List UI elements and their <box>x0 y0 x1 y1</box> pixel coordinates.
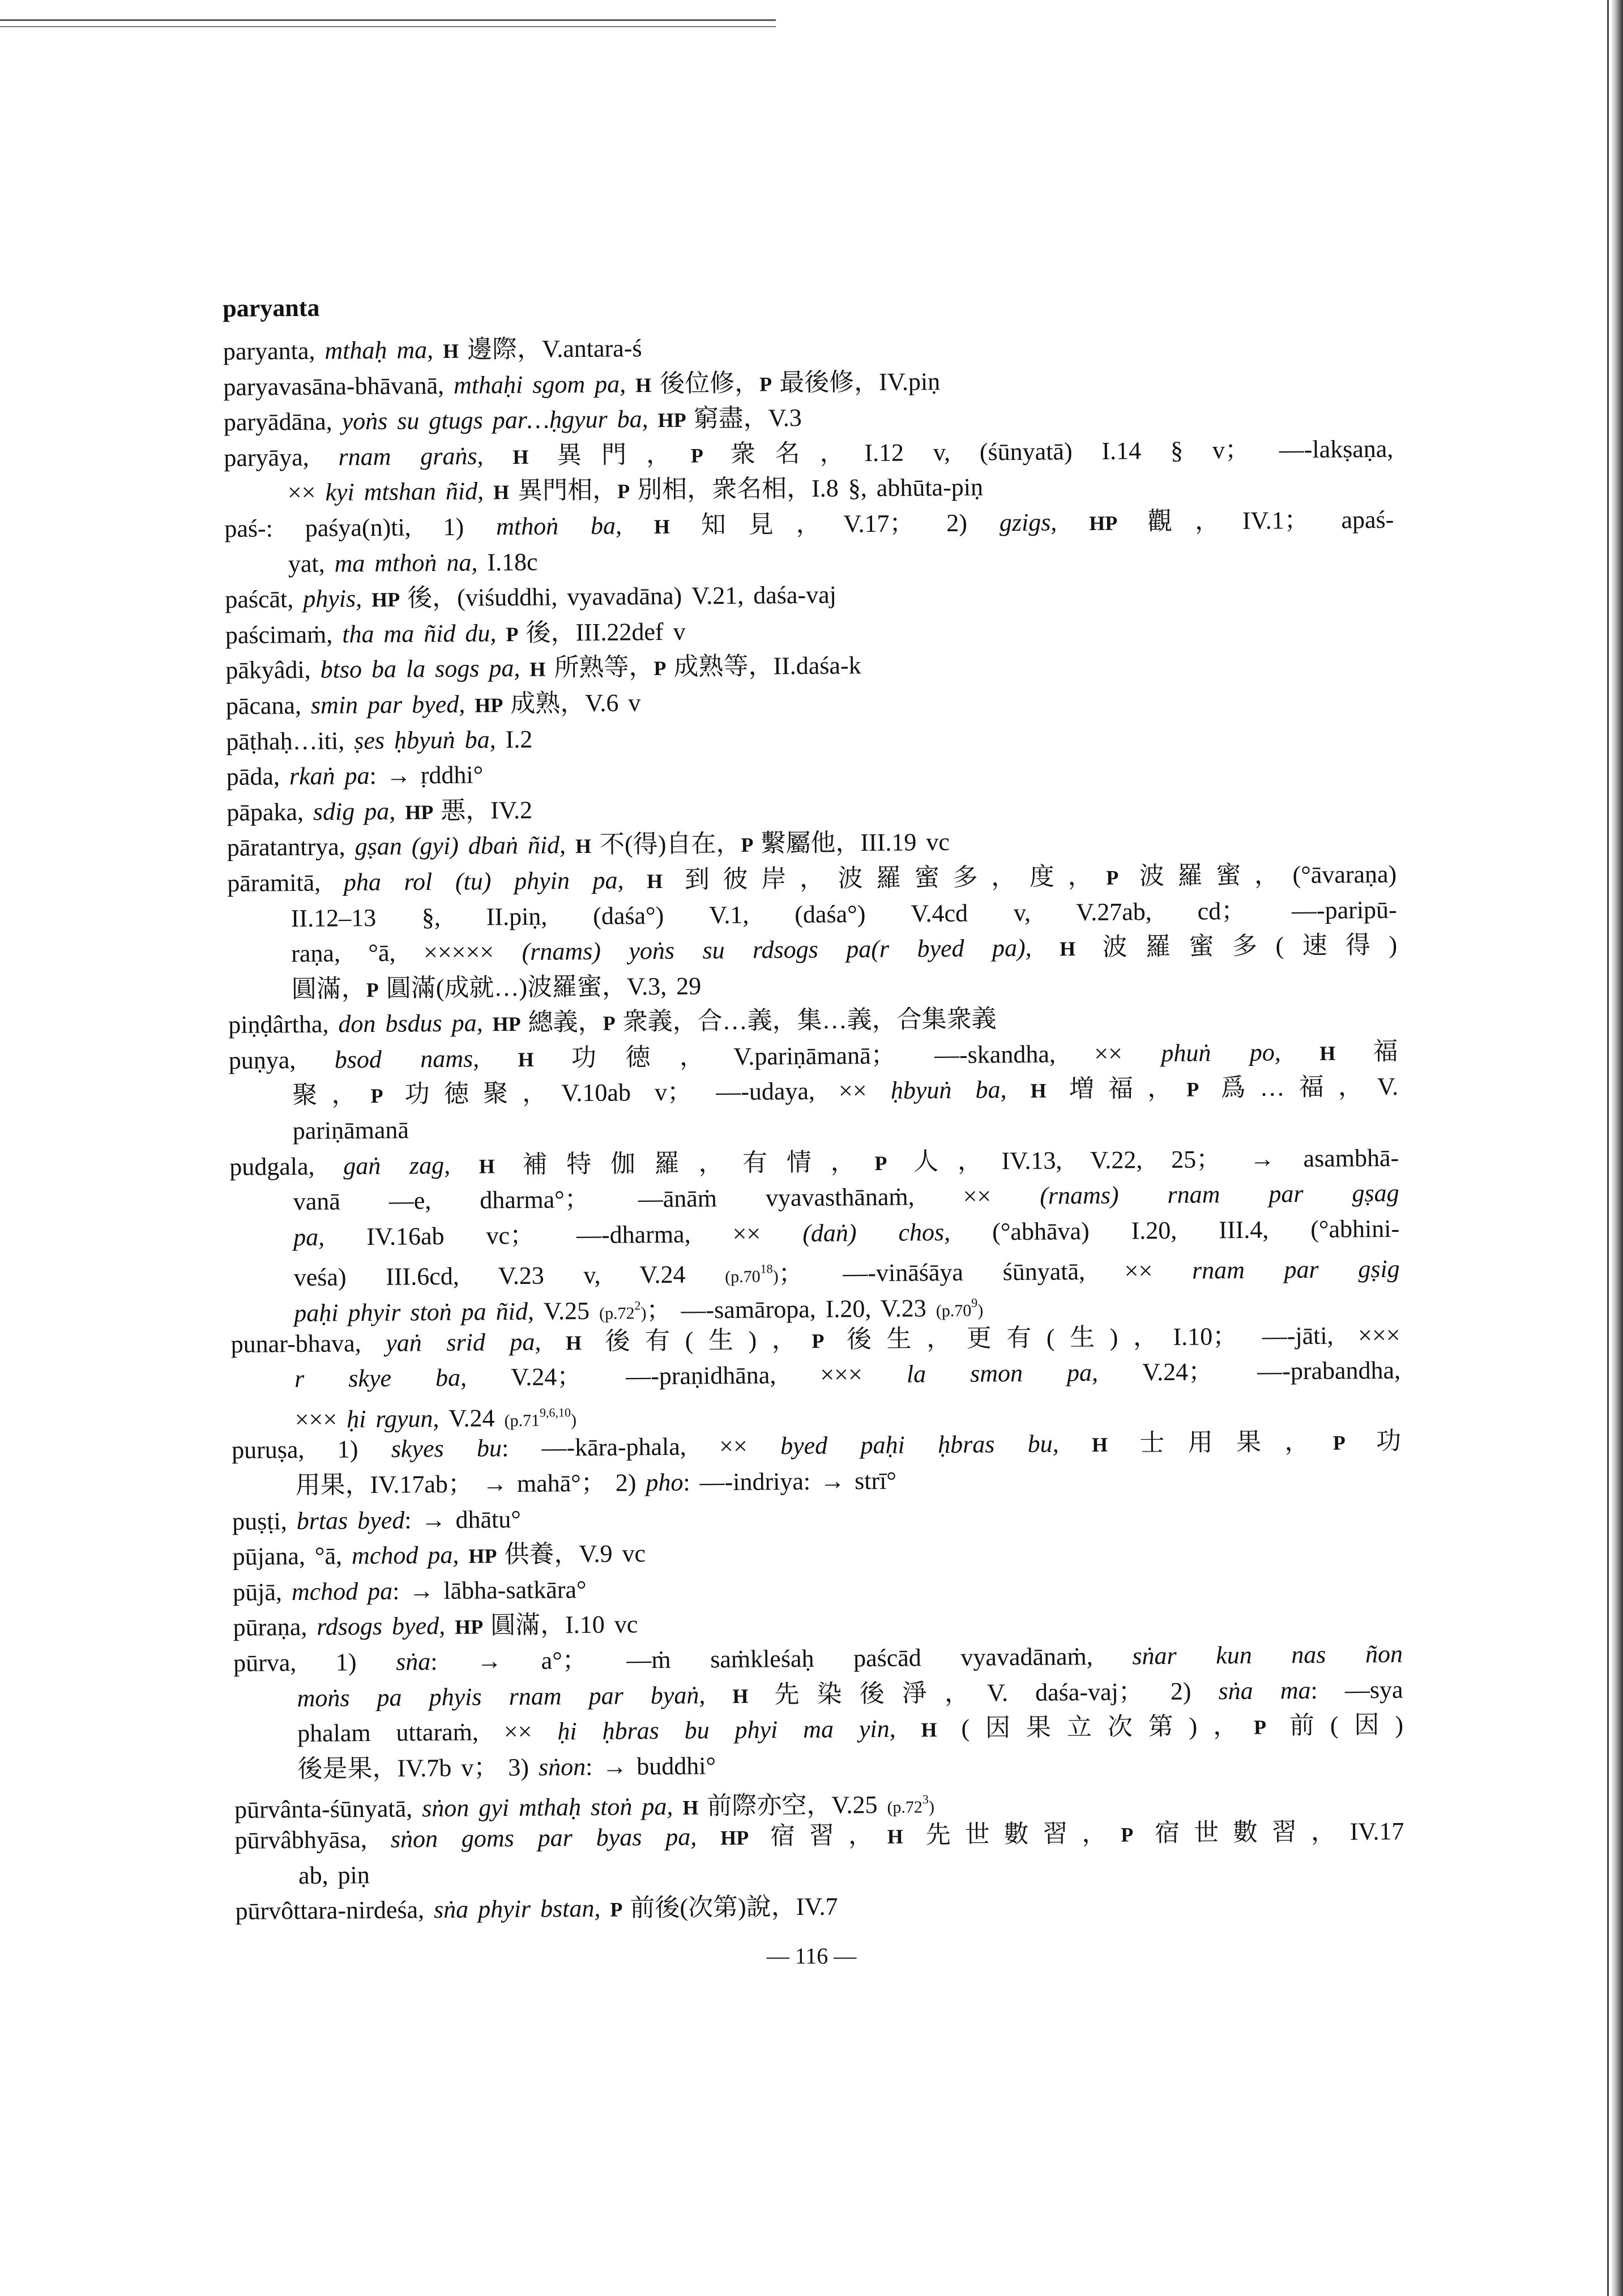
tibetan-text: rkaṅ pa <box>289 762 370 791</box>
entry-text: 悪，IV.2 <box>441 796 533 825</box>
tibetan-text: sṅon gyi mthaḥ stoṅ pa, <box>421 1793 683 1823</box>
page-ref: ) <box>772 1267 779 1286</box>
source-label: H <box>443 339 468 362</box>
tibetan-text: ṣes ḥbyuṅ ba, <box>354 725 506 754</box>
entry-text: 功徳，V.pariṇāmanā； —-skandha, ×× <box>571 1039 1161 1072</box>
tibetan-text: yoṅs su gtugs par…ḥgyur ba, <box>341 405 658 436</box>
entry-text: paryanta, <box>223 336 325 365</box>
entry-text: puṣṭi, <box>232 1507 297 1535</box>
source-label: H <box>647 869 685 893</box>
tibetan-text: (rnams) yoṅs su rdsogs pa(r byed pa), <box>522 933 1060 966</box>
entry-text: 宿習， <box>770 1821 888 1850</box>
source-label: HP <box>657 408 694 432</box>
entry-text: 前後(次第)說，IV.7 <box>630 1892 838 1922</box>
entry-text: 爲…福，V. <box>1220 1073 1399 1102</box>
tibetan-text: mthoṅ ba, <box>496 511 655 541</box>
tibetan-text: yaṅ srid pa, <box>386 1327 566 1357</box>
page-ref: (p.72 <box>599 1304 635 1323</box>
tibetan-text: ḥbyuṅ ba, <box>890 1076 1031 1105</box>
page-number: — 116 — <box>766 1943 857 1969</box>
entry-text: 先染後淨，V. daśa-vaj； 2) <box>774 1676 1219 1708</box>
tibetan-text: sṅon goms par byas pa, <box>390 1823 721 1853</box>
entry-text: 福 <box>1373 1037 1398 1065</box>
entry-text: 増福， <box>1069 1074 1187 1103</box>
source-label: H <box>512 445 557 468</box>
entry-text: paryavasāna-bhāvanā, <box>223 371 454 401</box>
entry-text: ； —-samāropa, I.20, V.23 <box>646 1294 936 1325</box>
tibetan-text: bsod nams, <box>334 1044 518 1074</box>
source-label: P <box>1332 1431 1377 1455</box>
tibetan-text: mthaḥi sgom pa, <box>453 369 636 399</box>
source-label: P <box>506 622 526 646</box>
entry-text: phalam uttaraṁ, ×× <box>297 1717 558 1748</box>
tibetan-text: (daṅ) chos, <box>802 1218 993 1247</box>
entry-text: ab, piṇ <box>298 1860 370 1889</box>
tibetan-text: pa, <box>293 1222 367 1251</box>
entry-text: pāṭhaḥ…iti, <box>226 726 355 756</box>
entry-text: : → ṛddhi° <box>369 761 484 790</box>
entry-text: pāpaka, <box>227 797 314 826</box>
tibetan-text: mthaḥ ma, <box>324 335 443 365</box>
entry-text: paś-: paśya(n)ti, 1) <box>224 513 497 543</box>
line-ref-superscript: 2 <box>634 1298 641 1313</box>
entry-text: pūjana, °ā, <box>232 1542 352 1571</box>
entry-text: pūraṇa, <box>233 1613 317 1642</box>
entry-text: 繫屬他，III.19 vc <box>761 828 950 857</box>
entry-text: 後有(生)， <box>605 1325 812 1355</box>
source-label: HP <box>720 1826 771 1850</box>
entry-text: puruṣa, 1) <box>231 1435 391 1465</box>
entry-text: 到彼岸，波羅蜜多，度， <box>684 862 1107 894</box>
entry-text: 用果，IV.17ab； → mahā°； 2) <box>295 1469 646 1500</box>
entry-text: 圓滿，I.10 vc <box>490 1610 638 1640</box>
entry-text: pūrvânta-śūnyatā, <box>234 1794 422 1824</box>
entry-text: 知見，V.17； 2) <box>701 509 1000 539</box>
source-label: H <box>654 515 701 538</box>
source-label: HP <box>468 1544 505 1568</box>
source-label: P <box>874 1151 914 1175</box>
entry-text: pāda, <box>226 762 290 791</box>
tibetan-text: tha ma ñid du, <box>342 618 506 648</box>
entry-text: ×× <box>287 478 326 507</box>
entry-text: 宿世數習，IV.17 <box>1155 1817 1404 1847</box>
entry-text: 功徳聚，V.10ab v； —-udaya, ×× <box>404 1077 891 1108</box>
line-ref-superscript: 9 <box>971 1295 978 1310</box>
entry-text: raṇa, °ā, ××××× <box>291 937 522 968</box>
page-ref: ) <box>977 1301 984 1320</box>
source-label: P <box>610 1898 630 1921</box>
entry-text: : —-kāra-phala, ×× <box>501 1432 781 1462</box>
tibetan-text: la smon pa, <box>906 1358 1143 1388</box>
source-label: H <box>682 1796 707 1820</box>
scan-border-top <box>0 19 776 21</box>
tibetan-text: brtas byed <box>296 1506 405 1535</box>
entry-text: : —-indriya: → strī° <box>683 1466 897 1496</box>
source-label: H <box>529 658 554 681</box>
source-label: H <box>887 1825 926 1848</box>
entry-text: paścimaṁ, <box>225 620 343 649</box>
tibetan-text: (rnams) rnam par gṣag <box>1040 1179 1399 1210</box>
source-label: P <box>654 657 674 680</box>
line-ref-superscript: 9,6,10 <box>539 1405 571 1420</box>
entry-text: pākyâdi, <box>225 656 321 685</box>
entry-text: pāratantrya, <box>227 833 355 862</box>
page-ref: ) <box>570 1410 577 1430</box>
dictionary-page-body <box>223 277 1405 1930</box>
page-ref: (p.70 <box>725 1268 761 1287</box>
entry-text: 成熟等，II.daśa-k <box>673 651 861 681</box>
tibetan-text: btso ba la sogs pa, <box>320 654 530 684</box>
entry-text: II.12–13 §, II.piṇ, (daśa°) V.1, (daśa°) V.4cd v, V.27ab, cd； —-paripū- <box>291 895 1397 932</box>
tibetan-text: sṅa <box>395 1648 431 1676</box>
scan-border-top-inner <box>0 26 776 27</box>
tibetan-text: sṅar kun nas ñon <box>1132 1640 1403 1670</box>
entry-text: ××× <box>294 1405 347 1433</box>
entry-text: (°abhāva) I.20, III.4, (°abhini- <box>992 1214 1400 1246</box>
source-label: HP <box>492 1013 528 1036</box>
source-label: P <box>690 443 731 467</box>
entry-text: 所熟等， <box>554 653 654 682</box>
source-label: HP <box>475 693 511 717</box>
tibetan-text: pha rol (tu) phyin pa, <box>343 866 647 897</box>
tibetan-text: skyes bu <box>391 1434 502 1463</box>
running-head: paryanta <box>223 293 320 322</box>
entry-text: 後，III.22def v <box>526 617 686 647</box>
tibetan-text: phuṅ po, <box>1161 1038 1320 1067</box>
tibetan-text: phyis, <box>303 584 372 613</box>
entry-text: 邊際，V.antara-ś <box>467 334 642 364</box>
source-label: H <box>635 373 660 396</box>
entry-text: pūjā, <box>232 1577 292 1606</box>
source-label: H <box>1091 1433 1140 1457</box>
source-label: P <box>1253 1715 1290 1739</box>
entry-text: V.25 <box>543 1296 600 1325</box>
entry-text: puṇya, <box>228 1045 335 1074</box>
source-label: H <box>921 1718 962 1742</box>
page-ref: (p.70 <box>936 1301 972 1321</box>
tibetan-text: smin par byed, <box>310 690 475 719</box>
entry-text: 後，(viśuddhi, vyavadāna) V.21, daśa-vaj <box>407 581 837 612</box>
tibetan-text: rnam par gṣig <box>1191 1255 1400 1285</box>
entry-text: pūrvôttara-nirdeśa, <box>235 1896 434 1926</box>
entry-text: I.2 <box>505 725 533 753</box>
entry-text: V.24 <box>449 1403 505 1432</box>
entry-text: : → buddhi° <box>585 1751 716 1781</box>
tibetan-text: sṅa phyir bstan, <box>433 1894 610 1924</box>
tibetan-text: mchod pa <box>291 1577 393 1606</box>
tibetan-text: ma mthoṅ na, <box>334 548 488 578</box>
entry-text: 觀，IV.1； apaś- <box>1147 505 1394 536</box>
tibetan-text: ḥi ḥbras bu phyi ma yin, <box>557 1714 921 1746</box>
entry-text: : —sya <box>1310 1675 1403 1704</box>
tibetan-text: mchod pa, <box>351 1540 469 1570</box>
tibetan-text: don bsdus pa, <box>338 1009 493 1038</box>
entry-text: : → a°； —ṁ saṁkleśaḥ paścād vyavadānaṁ, <box>430 1642 1133 1676</box>
source-label: P <box>812 1329 847 1352</box>
entry-text: 成熟，V.6 v <box>510 689 641 718</box>
entry-text: paryādāna, <box>223 407 342 437</box>
entry-text: pācana, <box>225 691 311 720</box>
source-label: HP <box>405 800 441 824</box>
source-label: P <box>603 1012 623 1035</box>
entry-text: 異門， <box>557 440 691 470</box>
entry-text: 圓滿， <box>291 974 366 1003</box>
source-label: H <box>565 1331 605 1354</box>
entry-text: : → lābha-satkāra° <box>392 1575 587 1605</box>
entry-text: (因果立次第)， <box>961 1712 1254 1742</box>
entry-text: 窮盡，V.3 <box>693 404 802 433</box>
entry-text: 衆義，合…義，集…義，合集衆義 <box>622 1005 997 1036</box>
source-label: H <box>732 1684 775 1708</box>
tibetan-text: rdsogs byed, <box>317 1612 455 1641</box>
entry-text: yat, <box>288 549 335 578</box>
page-ref: (p.72 <box>887 1798 923 1817</box>
source-label: P <box>759 372 780 396</box>
entry-text: 士用果， <box>1139 1428 1333 1457</box>
source-label: P <box>366 978 386 1001</box>
entry-text: 補特伽羅，有情， <box>522 1147 875 1179</box>
source-label: H <box>479 1154 523 1178</box>
entry-text: punar-bhava, <box>230 1329 386 1358</box>
entry-text: 供養，V.9 vc <box>504 1539 646 1569</box>
entry-text: 後是果，IV.7b v； 3) <box>297 1753 539 1783</box>
entry-text: 異門相， <box>517 476 618 505</box>
tibetan-text: moṅs pa phyis rnam par byaṅ, <box>297 1680 733 1712</box>
source-label: P <box>1106 866 1140 889</box>
entry-text: pāramitā, <box>227 868 344 897</box>
source-label: P <box>741 833 761 857</box>
line-ref-superscript: 18 <box>760 1261 773 1277</box>
entry-text: 波羅蜜，(°āvaraṇa) <box>1139 860 1397 890</box>
entry-text: 後生，更有(生)，I.10； —-jāti, ××× <box>846 1321 1400 1354</box>
entry-text: 總義， <box>528 1008 603 1037</box>
tibetan-text: sṅa ma <box>1218 1676 1311 1705</box>
line-ref-superscript: 3 <box>922 1792 929 1807</box>
entry-text: paryāya, <box>224 443 339 472</box>
source-label: H <box>1319 1041 1373 1065</box>
entry-text: 前際亦空，V.25 <box>707 1791 887 1820</box>
entry-text: 後位修， <box>659 369 760 398</box>
entry-text: 最後修，IV.piṇ <box>779 367 941 396</box>
entry-text: pūrvâbhyāsa, <box>234 1825 391 1854</box>
tibetan-text: gaṅ zag, <box>343 1151 480 1180</box>
entry-text: 前(因) <box>1289 1710 1404 1740</box>
tibetan-text: kyi mtshan ñid, <box>325 477 494 506</box>
tibetan-text: rnam graṅs, <box>338 441 513 471</box>
source-label: H <box>518 1048 572 1071</box>
entry-text: paścāt, <box>225 585 304 614</box>
entry-text: vanā —e, dharma°； —ānāṁ vyavasthānaṁ, ×× <box>293 1181 1040 1216</box>
source-label: P <box>1186 1078 1221 1102</box>
entry-text: 先世數習， <box>925 1819 1121 1849</box>
entry-text: pariṇāmanā <box>292 1116 409 1145</box>
entry-text: V.24； —-prabandha, <box>1142 1356 1401 1386</box>
entry-text: ； —-vināśāya śūnyatā, ×× <box>778 1257 1193 1288</box>
entry-text: IV.16ab vc； —-dharma, ×× <box>366 1219 803 1251</box>
entry-text: pūrva, 1) <box>233 1648 396 1677</box>
entry-text: 不(得)自在， <box>599 830 741 859</box>
tibetan-text: r skye ba, <box>294 1363 511 1393</box>
entry-text: 衆名，I.12 v, (śūnyatā) I.14 § v； —-lakṣaṇa, <box>730 434 1394 468</box>
source-label: P <box>617 480 638 503</box>
source-label: P <box>370 1084 405 1108</box>
entry-text: 波羅蜜多(速得) <box>1102 931 1398 961</box>
entry-text: 聚， <box>292 1081 371 1109</box>
entry-text: 人，IV.13, V.22, 25； → asambhā- <box>913 1143 1399 1176</box>
entry-text: I.18c <box>487 548 538 576</box>
entry-text: 功 <box>1376 1427 1402 1456</box>
entry-text: : → dhātu° <box>404 1505 521 1534</box>
entry-text: veśa) III.6cd, V.23 v, V.24 <box>293 1260 725 1292</box>
tibetan-text: gzigs, <box>999 507 1090 537</box>
entry-text: 別相，衆名相，I.8 §, abhūta-piṇ <box>637 473 984 504</box>
source-label: HP <box>454 1615 491 1639</box>
source-label: HP <box>371 588 408 612</box>
tibetan-text: paḥi phyir stoṅ pa ñid, <box>294 1297 544 1328</box>
tibetan-text: sdig pa, <box>313 797 405 826</box>
page-ref: ) <box>640 1304 647 1323</box>
source-label: H <box>575 835 600 858</box>
tibetan-text: pho <box>646 1468 684 1497</box>
entry-text: 圓滿(成就…)波羅蜜，V.3, 29 <box>386 972 702 1002</box>
tibetan-text: gṣan (gyi) dbaṅ ñid, <box>355 831 576 861</box>
source-label: H <box>1060 937 1103 961</box>
entry-text: piṇḍârtha, <box>228 1010 339 1039</box>
source-label: HP <box>1089 511 1148 535</box>
tibetan-text: ḥi rgyun, <box>346 1404 449 1433</box>
source-label: P <box>1121 1823 1155 1846</box>
tibetan-text: sṅon <box>538 1752 586 1781</box>
entry-text: V.24； —-praṇidhāna, ××× <box>510 1360 907 1392</box>
dictionary-entries <box>223 325 1405 1930</box>
entry-text: pudgala, <box>229 1152 344 1181</box>
page-ref: ) <box>928 1798 935 1817</box>
page-ref: (p.71 <box>504 1411 540 1430</box>
source-label: H <box>1030 1079 1070 1103</box>
tibetan-text: byed paḥi ḥbras bu, <box>780 1429 1092 1460</box>
source-label: H <box>493 481 518 504</box>
